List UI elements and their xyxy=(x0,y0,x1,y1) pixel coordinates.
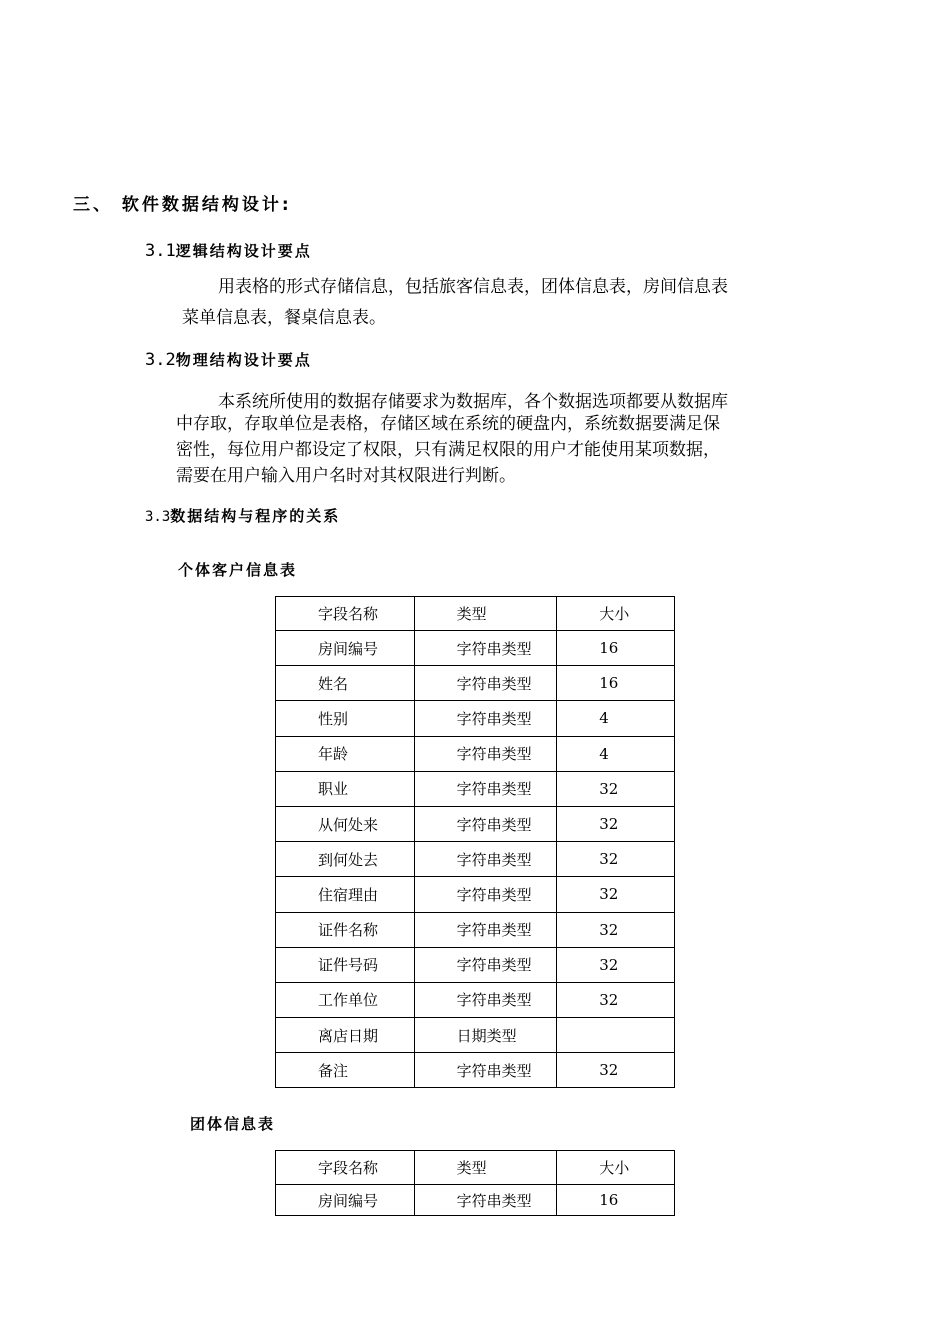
subsection-title: 物理结构设计要点 xyxy=(175,351,312,369)
table-row xyxy=(276,912,675,947)
table-cell: 字符串类型 xyxy=(414,771,557,806)
table-row xyxy=(276,736,675,771)
table-row xyxy=(276,1018,675,1053)
subsection-number: 3.2 xyxy=(145,350,176,370)
group-info-table xyxy=(275,1150,675,1216)
table-row xyxy=(276,1185,675,1216)
table-cell: 字符串类型 xyxy=(414,631,557,666)
table-cell: 字符串类型 xyxy=(414,877,557,912)
subsection-3-3-heading xyxy=(145,505,340,526)
table-cell: 从何处来 xyxy=(276,806,415,841)
table-cell: 字符串类型 xyxy=(414,666,557,701)
table-cell: 字符串类型 xyxy=(414,701,557,736)
table-cell: 性别 xyxy=(276,701,415,736)
table-cell: 字符串类型 xyxy=(414,982,557,1017)
table-cell: 字符串类型 xyxy=(414,842,557,877)
table-cell: 字符串类型 xyxy=(414,736,557,771)
table-header-cell: 字段名称 xyxy=(276,1151,415,1185)
table-cell: 姓名 xyxy=(276,666,415,701)
table-cell: 备注 xyxy=(276,1053,415,1088)
table-cell: 职业 xyxy=(276,771,415,806)
table-cell: 4 xyxy=(557,701,675,736)
table-cell: 16 xyxy=(557,666,675,701)
table-cell: 字符串类型 xyxy=(414,947,557,982)
table-header-cell: 大小 xyxy=(557,1151,675,1185)
table-row xyxy=(276,771,675,806)
table-cell: 32 xyxy=(557,771,675,806)
table-header-cell: 类型 xyxy=(414,1151,557,1185)
table-cell: 32 xyxy=(557,912,675,947)
table-row xyxy=(276,631,675,666)
subsection-3-2-heading xyxy=(145,349,312,370)
subsection-number: 3.3 xyxy=(145,509,171,525)
table-cell: 年龄 xyxy=(276,736,415,771)
table-cell: 32 xyxy=(557,877,675,912)
table-cell: 4 xyxy=(557,736,675,771)
paragraph-line: 本系统所使用的数据存储要求为数据库，各个数据选项都要从数据库 xyxy=(218,392,728,412)
subsection-3-1-heading xyxy=(145,240,312,261)
subsection-number: 3.1 xyxy=(145,241,176,261)
table-row xyxy=(276,666,675,701)
paragraph-line: 需要在用户输入用户名时对其权限进行判断。 xyxy=(176,466,516,486)
table-cell: 32 xyxy=(557,1053,675,1088)
table-header-cell: 大小 xyxy=(557,597,675,631)
table-header-row xyxy=(276,597,675,631)
table-cell: 32 xyxy=(557,982,675,1017)
table-row xyxy=(276,947,675,982)
table-cell xyxy=(557,1018,675,1053)
table-header-row xyxy=(276,1151,675,1185)
table-cell: 字符串类型 xyxy=(414,912,557,947)
table-cell: 到何处去 xyxy=(276,842,415,877)
paragraph-line: 菜单信息表，餐桌信息表。 xyxy=(182,308,386,328)
table-cell: 32 xyxy=(557,947,675,982)
table-cell: 32 xyxy=(557,806,675,841)
table-header-cell: 字段名称 xyxy=(276,597,415,631)
customer-info-table xyxy=(275,596,675,1088)
subsection-title: 数据结构与程序的关系 xyxy=(170,507,341,525)
table-row xyxy=(276,877,675,912)
table-caption: 个体客户信息表 xyxy=(178,561,298,579)
table-row xyxy=(276,982,675,1017)
table-cell: 房间编号 xyxy=(276,631,415,666)
table-cell: 16 xyxy=(557,1185,675,1216)
section-title: 三、 软件数据结构设计: xyxy=(73,195,292,215)
table-cell: 16 xyxy=(557,631,675,666)
table-cell: 日期类型 xyxy=(414,1018,557,1053)
table-cell: 工作单位 xyxy=(276,982,415,1017)
table-row xyxy=(276,701,675,736)
table-header-cell: 类型 xyxy=(414,597,557,631)
table-cell: 字符串类型 xyxy=(414,806,557,841)
table-row xyxy=(276,842,675,877)
table-cell: 证件名称 xyxy=(276,912,415,947)
paragraph-line: 中存取，存取单位是表格，存储区域在系统的硬盘内，系统数据要满足保 xyxy=(176,414,720,434)
paragraph-line: 用表格的形式存储信息，包括旅客信息表，团体信息表，房间信息表 xyxy=(218,277,728,297)
table-cell: 住宿理由 xyxy=(276,877,415,912)
subsection-title: 逻辑结构设计要点 xyxy=(175,242,312,260)
table-cell: 离店日期 xyxy=(276,1018,415,1053)
table-row xyxy=(276,806,675,841)
table-cell: 字符串类型 xyxy=(414,1185,557,1216)
table-cell: 房间编号 xyxy=(276,1185,415,1216)
paragraph-line: 密性，每位用户都设定了权限，只有满足权限的用户才能使用某项数据， xyxy=(176,440,720,460)
table-caption: 团体信息表 xyxy=(190,1115,276,1133)
table-cell: 字符串类型 xyxy=(414,1053,557,1088)
table-row xyxy=(276,1053,675,1088)
table-cell: 证件号码 xyxy=(276,947,415,982)
table-cell: 32 xyxy=(557,842,675,877)
